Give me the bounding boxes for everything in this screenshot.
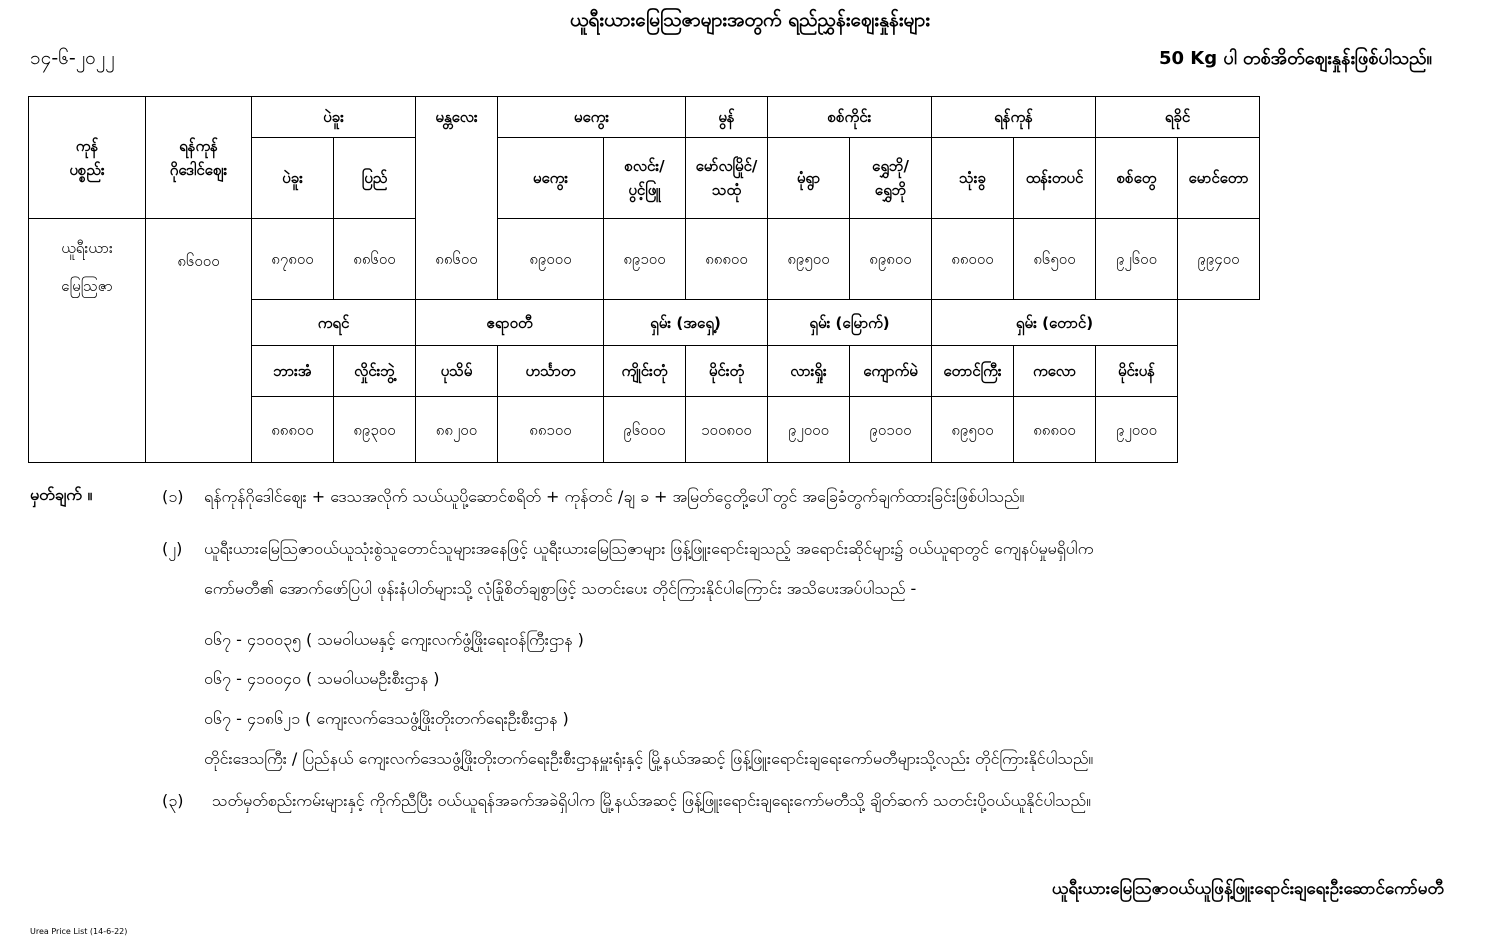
sub-mawlamyine: မော်လမြိုင်/ သထုံ [686,138,768,219]
note-2-line-3: တိုင်းဒေသကြီး / ပြည်နယ် ကျေးလက်ဒေသဖွံ့ဖြိုးတိုးတက်ရေးဦးစီးဌာနမှူးရုံးနှင့် မြို့နယ်အဆင့် ဖြန့်ဖြူးရောင်းချရေးကော်မတီများသို့လည်း တိုင်ကြားနိုင်ပါသည်။ [204,749,1094,768]
group-kayin: ကရင် [252,300,416,346]
phone-2: ၀၆၇ - ၄၁၀၀၄၀ ( သမဝါယမဦးစီးဌာန ) [204,669,440,688]
price-cell: ၈၉၅၀၀ [768,219,850,300]
note-2-line-2: ကော်မတီ၏ အောက်ဖော်ပြပါ ဖုန်းနံပါတ်များသို့ လုံခြုံစိတ်ချစွာဖြင့် သတင်းပေး တိုင်ကြားနိုင်ပါကြောင်း အသိပေးအပ်ပါသည် - [204,579,917,598]
note-2-line-1: ယူရီးယားမြေသြဇာဝယ်ယူသုံးစွဲသူတောင်သူများအနေဖြင့် ယူရီးယားမြေသြဇာများ ဖြန့်ဖြူးရောင်းချသည့် အရောင်းဆိုင်များ၌ ဝယ်ယူရာတွင် ကျေနပ်မှုမရှိပါက [204,539,1094,558]
group-rakhine: ရခိုင် [1096,97,1260,138]
unit-note: 50 Kg ပါ တစ်အိတ်ဈေးနှုန်းဖြစ်ပါသည်။ [1158,48,1432,69]
group-shan-east: ရှမ်း (အရှေ့) [604,300,768,346]
group-mon: မွန် [686,97,768,138]
sub-kyaukme: ကျောက်မဲ [850,346,932,397]
note-1-number: (၁) [162,487,184,506]
sub-bago: ပဲခူး [252,138,334,219]
price-cell: ၉၀၁၀၀ [850,397,932,463]
price-cell: ၁၀၀၈၀၀ [686,397,768,463]
group-yangon: ရန်ကုန် [932,97,1096,138]
sub-thone-gwa: သုံးခွ [932,138,1014,219]
note-3: သတ်မှတ်စည်းကမ်းများနှင့် ကိုက်ညီပြီး ဝယ်ယူရန်အခက်အခဲရှိပါက မြို့နယ်အဆင့် ဖြန့်ဖြူးရောင်းချရေးကော်မတီသို့ ချိတ်ဆက် သတင်းပို့ဝယ်ယူနိုင်ပါသည်။ [212,791,1091,810]
sub-htantabin: ထန်းတပင် [1014,138,1096,219]
price-cell: ၈၈၆၀၀ [334,219,416,300]
note-3-number: (၃) [162,791,184,810]
price-cell: ၈၉၃၀၀ [334,397,416,463]
footer-committee: ယူရီးယားမြေသြဇာဝယ်ယူဖြန့်ဖြူးရောင်းချရေးဦးဆောင်ကော်မတီ [1051,879,1444,899]
group-mandalay: မန္တလေး [416,97,498,219]
price-cell: ၈၈၂၀၀ [416,397,498,463]
sub-mong-pan: မိုင်းပန် [1096,346,1178,397]
empty-cell [1178,300,1260,463]
sub-kalaw: ကလော [1014,346,1096,397]
file-label: Urea Price List (14-6-22) [30,927,128,936]
sub-kengtung: ကျိုင်းတုံ [604,346,686,397]
sub-hlaingbwe: လှိုင်းဘွဲ့ [334,346,416,397]
sub-salin: စလင်း/ ပွင့်ဖြူ [604,138,686,219]
header-ygn-warehouse: ရန်ကုန် ဂိုဒေါင်ဈေး [146,97,252,219]
sub-pyay: ပြည် [334,138,416,219]
ygn-price: ၈၆၀၀၀ [146,219,252,463]
price-table [28,96,1440,463]
group-shan-north: ရှမ်း (မြောက်) [768,300,932,346]
price-cell: ၈၈၈၀၀ [252,397,334,463]
group-sagaing: စစ်ကိုင်း [768,97,932,138]
price-cell: ၉၂၀၀၀ [1096,397,1178,463]
date-label: ၁၄-၆-၂၀၂၂ [30,47,115,69]
price-cell: ၈၈၆၀၀ [416,219,498,300]
notes-label: မှတ်ချက် ။ [30,485,93,504]
price-cell: ၉၂၀၀၀ [768,397,850,463]
group-bago: ပဲခူး [252,97,416,138]
header-item: ကုန် ပစ္စည်း [29,97,146,219]
price-cell: ၈၉၀၀၀ [498,219,604,300]
price-cell: ၈၇၈၀၀ [252,219,334,300]
group-magway: မကွေး [498,97,686,138]
sub-shwebo: ရွှေဘို/ ရွှေဘို [850,138,932,219]
note-1: ရန်ကုန်ဂိုဒေါင်ဈေး + ဒေသအလိုက် သယ်ယူပို့ဆောင်စရိတ် + ကုန်တင် /ချ ခ + အမြတ်ငွေတို့ပေါ်တွင် အခြေခံတွက်ချက်ထားခြင်းဖြစ်ပါသည်။ [204,487,1025,506]
price-cell: ၈၉၅၀၀ [932,397,1014,463]
sub-mong-hsat: မိုင်းတုံ [686,346,768,397]
group-shan-south: ရှမ်း (တောင်) [932,300,1178,346]
sub-monywa: မုံရွာ [768,138,850,219]
phone-1: ၀၆၇ - ၄၁၀၀၃၅ ( သမဝါယမနှင့် ကျေးလက်ဖွံ့ဖြိုးရေးဝန်ကြီးဌာန ) [204,630,584,649]
price-cell: ၈၈၀၀၀ [932,219,1014,300]
sub-sittwe: စစ်တွေ [1096,138,1178,219]
group-ayeyarwady: ဧရာဝတီ [416,300,604,346]
price-cell: ၉၉၄၀၀ [1178,219,1260,300]
price-cell: ၈၉၁၀၀ [604,219,686,300]
sub-pathein: ပုသိမ် [416,346,498,397]
sub-magway: မကွေး [498,138,604,219]
price-cell: ၈၈၁၀၀ [498,397,604,463]
price-cell: ၈၉၈၀၀ [850,219,932,300]
sub-maungdaw: မောင်တော [1178,138,1260,219]
phone-3: ၀၆၇ - ၄၁၈၆၂၁ ( ကျေးလက်ဒေသဖွံ့ဖြိုးတိုးတက်ရေးဦးစီးဌာန ) [204,709,569,728]
note-2-number: (၂) [162,539,183,558]
price-cell: ၈၈၈၀၀ [1014,397,1096,463]
sub-hpa-an: ဘားအံ [252,346,334,397]
sub-taunggyi: တောင်ကြီး [932,346,1014,397]
price-cell: ၈၆၅၀၀ [1014,219,1096,300]
item-name: ယူရီးယား မြေသြဇာ [29,219,146,463]
sub-hinthada: ဟင်္သာတ [498,346,604,397]
price-cell: ၈၈၈၀၀ [686,219,768,300]
page-title: ယူရီးယားမြေသြဇာများအတွက် ရည်ညွှန်းဈေးနှုန်းများ [569,9,931,31]
price-cell: ၉၆၀၀၀ [604,397,686,463]
price-cell: ၉၂၆၀၀ [1096,219,1178,300]
sub-lashio: လားရှိုး [768,346,850,397]
